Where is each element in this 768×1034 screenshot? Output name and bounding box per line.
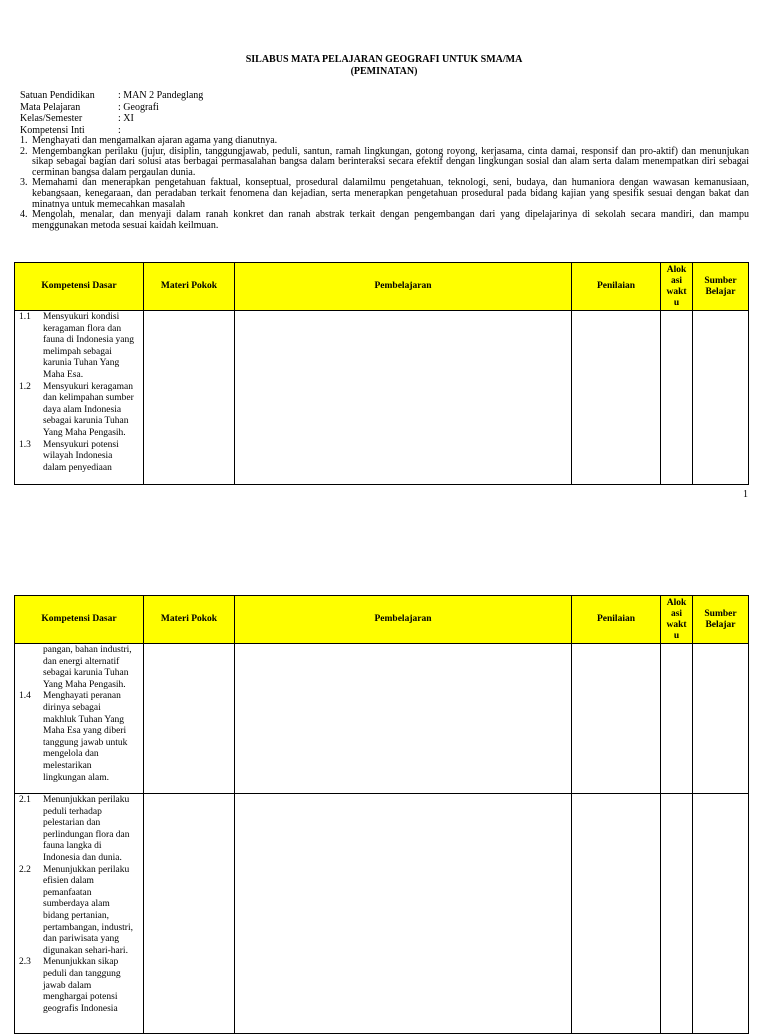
meta-row-kelas (20, 113, 203, 125)
header-materi-pokok: Materi Pokok (144, 596, 235, 644)
header-alokasi-waktu: Alok asi wakt u (661, 263, 693, 311)
ki-number: 1. (20, 135, 28, 146)
table-header-row (15, 263, 749, 311)
header-penilaian: Penilaian (572, 263, 661, 311)
kd-item (17, 865, 141, 958)
ki-item (20, 136, 749, 147)
materi-cell (144, 794, 235, 1034)
alokasi-cell (661, 794, 693, 1034)
kd-item (17, 312, 141, 382)
kd-text: Menunjukkan sikap peduli dan tanggung jawab dalam menghargai potensi geografis Indonesia (43, 957, 121, 1014)
kd-continuation: pangan, bahan industri, dan energi alternatif sebagai karunia Tuhan Yang Maha Pengasih. (43, 645, 132, 690)
ki-text: Mengolah, menalar, dan menyaji dalam ranah konkret dan ranah abstrak terkait dengan pengembangan dari yang dipelajarinya di sekolah secara mandiri, dan mampu menggunakan metoda sesuai kaidah keilmuan. (32, 209, 749, 231)
kd-number: 2.1 (19, 795, 31, 805)
kd-item (17, 795, 141, 865)
sumber-cell (693, 794, 749, 1034)
document-subtitle: (PEMINATAN) (350, 66, 418, 77)
kd-number: 1.4 (19, 691, 31, 702)
ki-item (20, 210, 749, 231)
pembelajaran-cell (235, 311, 572, 485)
table-row (15, 311, 749, 485)
table-header-row (15, 596, 749, 644)
syllabus-table-page-2 (14, 595, 749, 1034)
meta-value: : Geografi (118, 101, 159, 113)
materi-cell (144, 311, 235, 485)
meta-label: Kelas/Semester (20, 113, 83, 124)
kd-text: Mensyukuri keragaman dan kelimpahan sumber daya alam Indonesia sebagai karunia Tuhan Yang Maha Pengasih. (43, 381, 134, 438)
ki-text: Menghayati dan mengamalkan ajaran agama yang dianutnya. (32, 135, 278, 146)
header-kompetensi-dasar: Kompetensi Dasar (15, 263, 144, 311)
kompetensi-inti-list (20, 136, 749, 231)
kd-number: 2.2 (19, 864, 31, 875)
ki-number: 4. (20, 209, 28, 221)
kd-item (17, 382, 141, 440)
ki-item (20, 147, 749, 179)
meta-label: Satuan Pendidikan (20, 90, 95, 101)
header-materi-pokok: Materi Pokok (144, 263, 235, 311)
meta-value: : XI (118, 113, 134, 124)
kd-number: 2.3 (19, 957, 31, 968)
header-pembelajaran: Pembelajaran (235, 596, 572, 644)
kd-text: Menghayati peranan dirinya sebagai makhluk Tuhan Yang Maha Esa yang diberi tanggung jawab untuk mengelola dan melestarikan lingkungan alam. (43, 691, 128, 783)
ki-number: 2. (20, 145, 28, 157)
meta-row-mapel (20, 102, 203, 114)
sumber-cell (693, 644, 749, 794)
pembelajaran-cell (235, 644, 572, 794)
header-pembelajaran: Pembelajaran (235, 263, 572, 311)
header-sumber-belajar: Sumber Belajar (693, 596, 749, 644)
ki-text: Memahami dan menerapkan pengetahuan faktual, konseptual, prosedural dalamilmu pengetahuan, teknologi, seni, budaya, dan humaniora dengan wawasan kemanusiaan, kebangsaan, kenegaraan, dan peradaban terkait fenomena dan kejadian, serta menerapkan pengetahuan prosedural pada bidang kajian yang spesifik sesuai dengan bakat dan minatnya untuk memecahkan masalah (32, 177, 749, 210)
kd-cell (15, 311, 144, 485)
table-row (15, 794, 749, 1034)
meta-label: Mata Pelajaran (20, 101, 81, 113)
ki-number: 3. (20, 177, 28, 189)
kd-cell (15, 644, 144, 794)
kd-text: Menunjukkan perilaku efisien dalam pemanfaatan sumberdaya alam bidang pertanian, pertambangan, industri, dan pariwisata yang digunakan sehari-hari. (43, 864, 133, 956)
header-sumber-belajar: Sumber Belajar (693, 263, 749, 311)
header-alokasi-waktu: Alok asi wakt u (661, 596, 693, 644)
ki-text: Mengembangkan perilaku (jujur, disiplin, tanggungjawab, peduli, santun, ramah lingkungan, gotong royong, kerjasama, cinta damai, responsif dan pro-aktif) dan menunjukan sikap sebagai bagian dari solusi atas berbagai permasalahan bangsa dalam berinteraksi secara efektif dengan lingkungan sosial dan alam serta dalam menempatkan diri sebagai cerminan bangsa dalam pergaulan dunia. (32, 145, 749, 178)
meta-value: : MAN 2 Pandeglang (118, 90, 204, 101)
kd-text: Mensyukuri potensi wilayah Indonesia dalam penyediaan (43, 439, 119, 473)
sumber-cell (693, 311, 749, 485)
penilaian-cell (572, 794, 661, 1034)
meta-block (20, 90, 203, 136)
penilaian-cell (572, 644, 661, 794)
kd-number: 1.3 (19, 439, 31, 450)
kd-text: Menunjukkan perilaku peduli terhadap pelestarian dan perlindungan flora dan fauna langka di Indonesia dan dunia. (43, 795, 130, 863)
kd-number: 1.1 (19, 312, 31, 322)
meta-label: Kompetensi Inti (20, 124, 85, 136)
alokasi-cell (661, 644, 693, 794)
page-number: 1 (743, 489, 748, 500)
kd-item (17, 957, 141, 1015)
penilaian-cell (572, 311, 661, 485)
table-row (15, 644, 749, 794)
header-kompetensi-dasar: Kompetensi Dasar (15, 596, 144, 644)
kd-cell (15, 794, 144, 1034)
alokasi-cell (661, 311, 693, 485)
kd-item (17, 440, 141, 475)
header-penilaian: Penilaian (572, 596, 661, 644)
meta-row-satuan (20, 90, 203, 102)
kd-item (17, 691, 141, 784)
kd-number: 1.2 (19, 381, 31, 392)
syllabus-table-page-1 (14, 262, 749, 485)
meta-value: : (118, 124, 121, 136)
kd-text: Mensyukuri kondisi keragaman flora dan fauna di Indonesia yang melimpah sebagai karunia Tuhan Yang Maha Esa. (43, 312, 135, 380)
materi-cell (144, 644, 235, 794)
pembelajaran-cell (235, 794, 572, 1034)
document-title: SILABUS MATA PELAJARAN GEOGRAFI UNTUK SMA/MA (245, 54, 523, 65)
ki-item (20, 178, 749, 210)
